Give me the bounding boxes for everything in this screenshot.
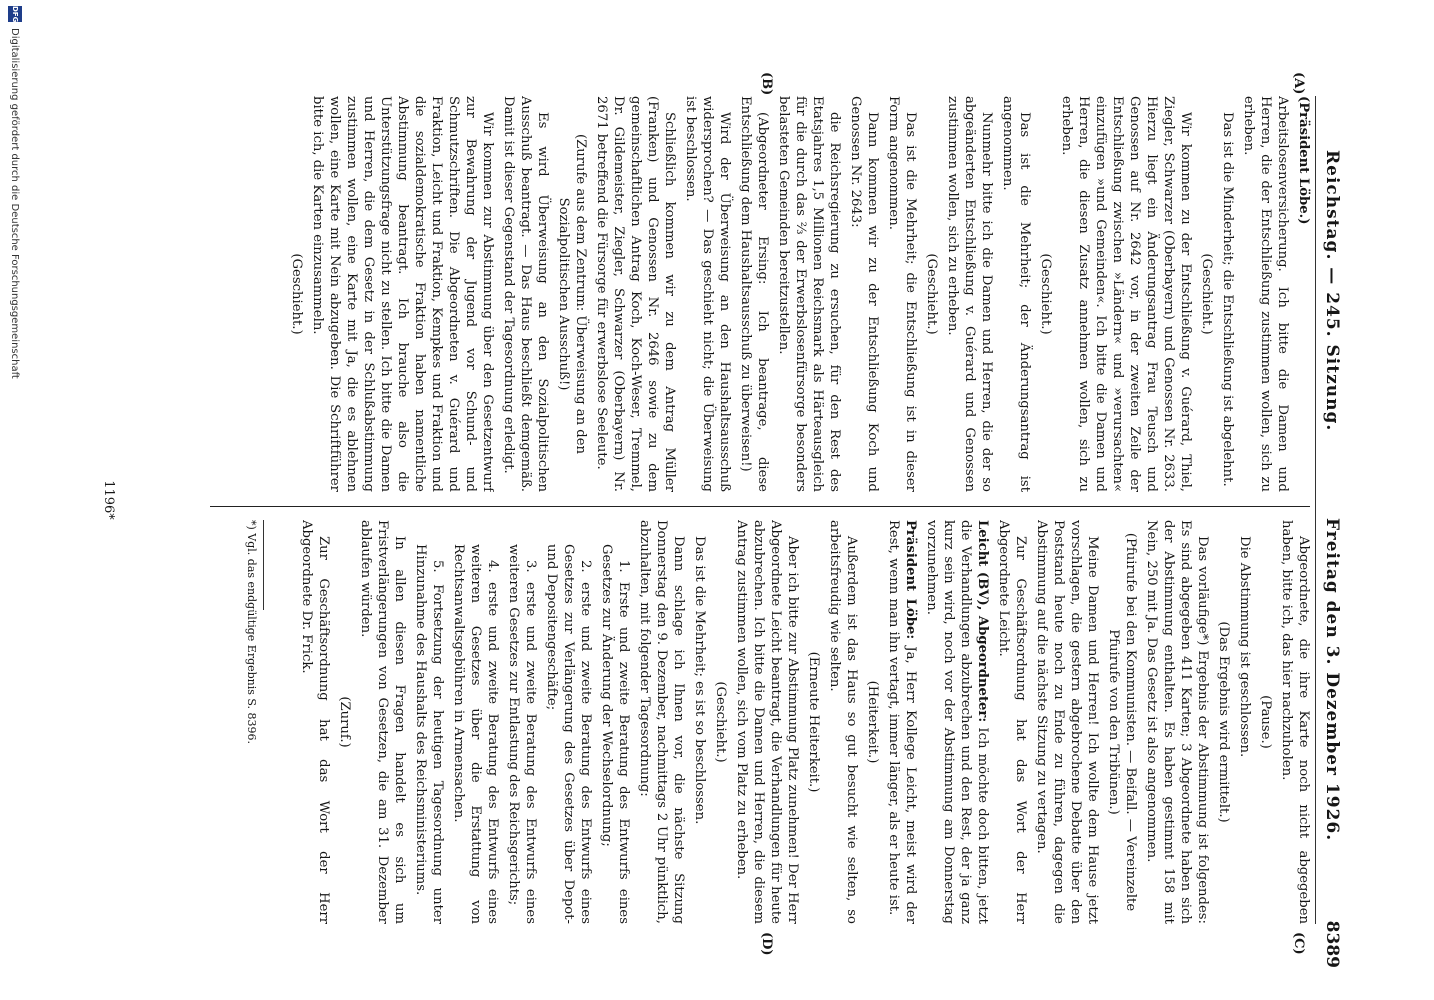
stage-direction: (Geschieht.) bbox=[1199, 253, 1214, 335]
margin-mark-c: (C) bbox=[1291, 932, 1306, 955]
stage-direction: (Pause.) bbox=[1258, 695, 1273, 749]
paragraph: Außerdem ist das Haus so gut besucht wie selten, so arbeitsfreudig wie selten. bbox=[827, 520, 859, 924]
speaker-label: Leicht (BV), Abgeordneter: bbox=[975, 520, 990, 723]
interjection: (Abgeordneter Ersing: Ich beantrage, diese Entschließung dem Haushaltsausschuß zu überweisen!) bbox=[738, 96, 770, 492]
digitization-credit bbox=[6, 0, 22, 1000]
stage-direction: (Geschieht.) bbox=[713, 681, 728, 763]
agenda-list bbox=[412, 520, 632, 924]
dfg-logo-icon: DFG bbox=[8, 6, 22, 22]
speech-text: Ja, Herr Kollege Leicht, meist wird der Rest, wenn man ihn vertagt, immer länger, als er heute ist. bbox=[886, 520, 918, 924]
paragraph: Wir kommen zu der Entschließung v. Guérard, Thiel, Ziegler, Schwarzer (Oberbayern) und Genossen Nr. 2633. Hierzu liegt ein Änderungsantrag Frau Teusch und Genossen auf Nr. 2642 vor, in der zweiten Zeile der Entschließung zwischen »Ländern« und »verursachten« einzufügen »und Gemeinden«. Ich bitte die Damen und Herren, die diesen Zusatz annehmen wollen, sich zu erheben. bbox=[1059, 96, 1193, 492]
paragraph: Nunmehr bitte ich die Damen und Herren, die der so abgeänderten Entschließung v. Guérard und Genossen zustimmen wollen, sich zu erheben. bbox=[945, 96, 994, 492]
page-number: 8389 bbox=[1322, 920, 1342, 968]
agenda-item: 2. erste und zweite Beratung des Entwurfs eines Gesetzes zur Verlängerung des Gesetzes über Depot- und Depositengeschäfte; bbox=[544, 544, 593, 924]
paragraph: Das ist die Mehrheit; die Entschließung ist in dieser Form angenommen. bbox=[886, 96, 918, 492]
stage-direction: (Geschieht.) bbox=[924, 253, 939, 335]
agenda-item: 5. Fortsetzung der heutigen Tagesordnung unter Hinzunahme des Haushalts des Reichsministeriums. bbox=[413, 544, 445, 924]
paragraph: Es wird Überweisung an den Sozialpolitischen Ausschuß beantragt. — Das Haus beschließt demgemäß. Damit ist dieser Gegenstand der Tagesordnung erledigt. bbox=[501, 96, 550, 492]
paragraph: Schließlich kommen wir zu dem Antrag Müller (Franken) und Genossen Nr. 2646 sowie zu dem gemeinschaftlichen Antrag Koch, Koch-Weser, Tremmel, Dr. Gildemeister, Ziegler, Schwarzer (Oberbayern) Nr. 2671 betreffend die Fürsorge für erwerbslose Seeleute. bbox=[594, 96, 677, 492]
speech bbox=[885, 520, 919, 924]
stage-direction: (Zuruf.) bbox=[337, 696, 352, 748]
speech bbox=[923, 520, 991, 924]
margin-mark-d: (D) bbox=[759, 932, 774, 956]
vote-result: Das vorläufige*) Ergebnis der Abstimmung ist folgendes: Es sind abgegeben 411 Karten; 3 Abgeordnete haben sich der Abstimmung enthalten. Es haben gestimmt 158 mit Nein, 250 mit Ja. Das Gesetz ist also angenommen. bbox=[1144, 520, 1210, 924]
paragraph: In allen diesen Fragen handelt es sich um Fristverlängerungen von Gesetzen, die am 31. Dezember ablaufen würden. bbox=[358, 520, 407, 924]
footnote: *) Vgl. das endgültige Ergebnis S. 8396. bbox=[245, 520, 258, 745]
paragraph: Zur Geschäftsordnung hat das Wort der Herr Abgeordnete Leicht. bbox=[996, 520, 1028, 924]
paragraph: Die Abstimmung ist geschlossen. bbox=[1237, 536, 1252, 758]
paragraph: Dann kommen wir zu der Entschließung Koch und Genossen Nr. 2643: bbox=[848, 96, 880, 492]
stage-direction: (Geschieht.) bbox=[289, 253, 304, 335]
header-right-date: Freitag den 3. Dezember 1926. bbox=[1322, 518, 1342, 842]
margin-mark-a: (A) bbox=[1291, 72, 1306, 95]
speaker-label: (Präsident Löbe.) bbox=[1296, 96, 1311, 225]
paragraph: Meine Damen und Herren! Ich wollte dem Hause jetzt vorschlagen, die gestern abgebrochene Debatte über den Poststand heute noch zu Ende zu führen, dagegen die Abstimmung auf die nächste Sitzung zu vertagen. bbox=[1034, 520, 1100, 924]
header-left-title: Reichstag. — 245. Sitzung. bbox=[1322, 150, 1342, 432]
agenda-item: 3. erste und zweite Beratung des Entwurfs eines weiteren Gesetzes zur Entlastung des Reichsgerichts; bbox=[506, 544, 538, 924]
stage-direction: (Geschieht.) bbox=[1038, 253, 1053, 335]
paragraph: Wir kommen zur Abstimmung über den Gesetzentwurf zur Bewahrung der Jugend vor Schund- und Schmutzschriften. Die Abgeordneten v. Guérard und Fraktion, Leicht und Fraktion, Kempkes und Fraktion und die sozialdemokratische Fraktion haben namentliche Abstimmung beantragt. Ich brauche also die Unterstützungsfrage nicht zu stellen. Ich bitte die Damen und Herren, die dem Gesetz in der Schlußabstimmung zustimmen wollen, eine Karte mit Ja, die es ablehnen wollen, eine Karte mit Nein abzugeben. Die Schriftführer bitte ich, die Karten einzusammeln. bbox=[310, 96, 495, 492]
paragraph: Wird der Überweisung an den Haushaltsausschuß widersprochen? — Das geschieht nicht; die Überweisung ist beschlossen. bbox=[683, 96, 732, 492]
stage-direction: (Das Ergebnis wird ermittelt.) bbox=[1216, 621, 1231, 823]
paragraph: Arbeitslosenversicherung. Ich bitte die Damen und Herren, die der Entschließung zustimmen wollen, sich zu erheben. bbox=[1241, 96, 1290, 492]
speaker-label: Präsident Löbe: bbox=[903, 520, 918, 640]
left-text-column bbox=[242, 96, 1312, 492]
stage-direction: (Erneute Heiterkeit.) bbox=[806, 651, 821, 793]
margin-mark-b: (B) bbox=[759, 72, 774, 96]
digitization-credit-text: Digitalisierung gefördert durch die Deutsche Forschungsgemeinschaft bbox=[9, 28, 20, 379]
quoted-motion: die Reichsregierung zu ersuchen, für den Rest des Etatsjahres 1,5 Millionen Reichsmark als Härteausgleich für die durch das ⅔ der Erwerbslosenfürsorge besonders belasteten Gemeinden bereitzustellen. bbox=[776, 96, 842, 492]
header-rule bbox=[1315, 96, 1316, 924]
agenda-item: 4. erste und zweite Beratung des Entwurfs eines weiteren Gesetzes über die Erstattung von Rechtsanwaltsgebühren in Armensachen. bbox=[451, 544, 500, 924]
paragraph: Aber ich bitte zur Abstimmung Platz zunehmen! Der Herr Abgeordnete Leicht beantragt, die Verhandlungen für heute abzubrechen. Ich bitte die Damen und Herren, die diesem Antrag zustimmen wollen, sich vom Platz zu erheben. bbox=[734, 520, 800, 924]
speech-text: Ich möchte doch bitten, jetzt die Verhandlungen abzubrechen und den Rest, der ja ganz kurz sein wird, noch vor der Abstimmung am Donnerstag vorzunehmen. bbox=[924, 520, 990, 924]
stage-direction: (Pfuirufe bei den Kommunisten. — Beifall. — Vereinzelte Pfuirufe von den Tribünen.) bbox=[1106, 532, 1138, 912]
stage-direction: (Zurufe aus dem Zentrum: Überweisung an den Sozialpolitischen Ausschuß!) bbox=[556, 133, 588, 455]
paragraph: Abgeordnete, die ihre Karte noch nicht abgegeben haben, bitte ich, das hier nachzuholen. bbox=[1279, 520, 1311, 924]
page-footer-signature: 1196* bbox=[101, 480, 116, 520]
agenda-item: 1. Erste und zweite Beratung des Entwurfs eines Gesetzes zur Änderung der Wechselordnung; bbox=[599, 544, 631, 924]
paragraph: Das ist die Minderheit; die Entschließung ist abgelehnt. bbox=[1220, 112, 1235, 487]
paragraph: Zur Geschäftsordnung hat das Wort der Herr Abgeordnete Dr. Frick. bbox=[299, 520, 331, 924]
paragraph: Das ist die Mehrheit; es ist so beschlossen. bbox=[692, 536, 707, 825]
column-divider bbox=[210, 506, 1310, 507]
paragraph: Dann schlage ich Ihnen vor, die nächste Sitzung Donnerstag den 9. Dezember, nachmittags 2 Uhr pünktlich, abzuhalten, mit folgender Tagesordnung: bbox=[637, 520, 686, 924]
paragraph: Das ist die Mehrheit; der Änderungsantrag ist angenommen. bbox=[1000, 96, 1032, 492]
right-text-column bbox=[242, 520, 1312, 924]
stage-direction: (Heiterkeit.) bbox=[865, 680, 880, 764]
footnote-rule bbox=[263, 520, 264, 610]
